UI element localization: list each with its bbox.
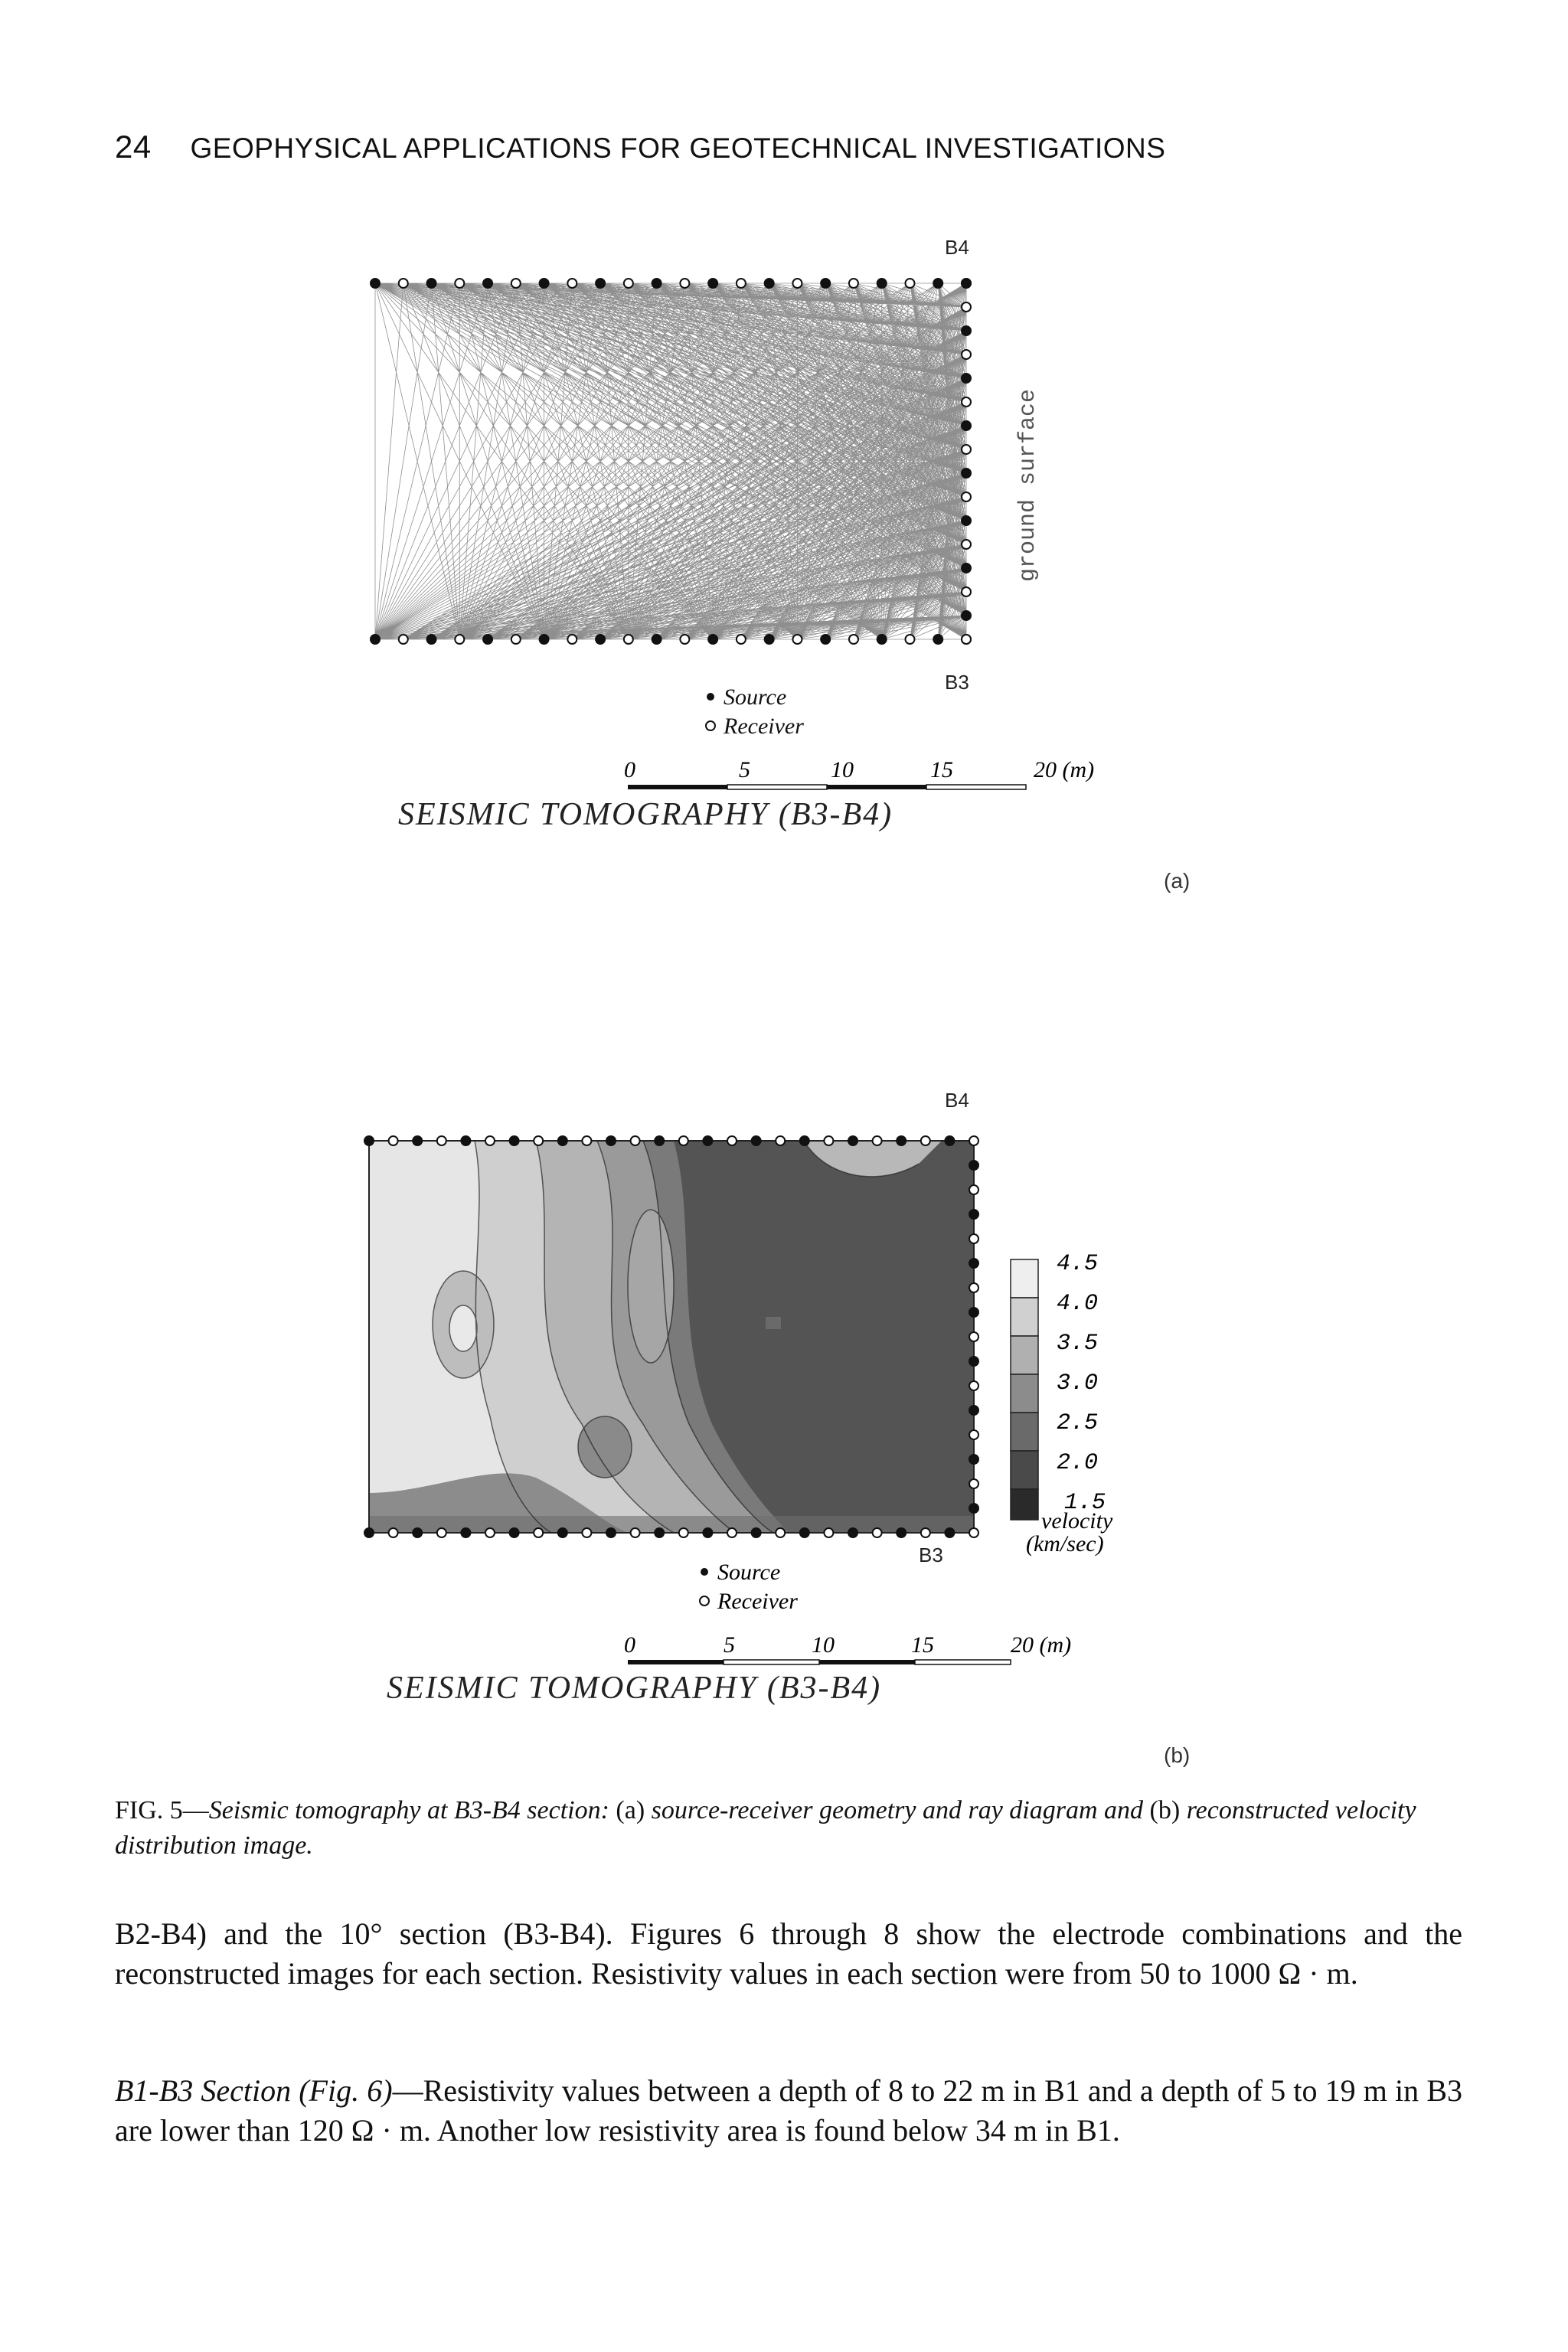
receiver-marker xyxy=(921,1528,930,1537)
source-marker xyxy=(933,279,942,288)
receiver-marker xyxy=(969,1528,978,1537)
scale-bar xyxy=(624,757,1094,789)
source-marker xyxy=(969,1455,978,1464)
receiver-marker xyxy=(792,279,802,288)
panel-label-b: (b) xyxy=(1164,1743,1191,1767)
receiver-marker xyxy=(511,635,521,644)
caption-b-marker: (b) xyxy=(1149,1796,1181,1824)
receiver-marker xyxy=(969,1185,978,1194)
source-marker xyxy=(427,635,436,644)
scale-segment xyxy=(926,785,1026,789)
source-marker xyxy=(969,1504,978,1513)
scale-tick-0: 0 xyxy=(624,1632,635,1658)
ray-paths xyxy=(375,283,966,639)
source-marker xyxy=(655,1528,664,1537)
source-marker xyxy=(483,635,492,644)
source-marker xyxy=(962,374,971,383)
source-marker xyxy=(969,1259,978,1268)
body-paragraph-2 xyxy=(115,2071,1462,2151)
receiver-marker xyxy=(624,635,633,644)
scale-bar xyxy=(624,1632,1071,1664)
receiver-marker xyxy=(389,1528,398,1537)
receiver-marker xyxy=(962,587,971,596)
receiver-marker xyxy=(962,302,971,312)
receiver-marker xyxy=(921,1136,930,1145)
receiver-marker xyxy=(567,279,577,288)
source-marker xyxy=(371,635,380,644)
receiver-marker xyxy=(849,279,858,288)
source-marker xyxy=(596,635,605,644)
source-marker xyxy=(752,1136,761,1145)
receiver-marker xyxy=(399,279,408,288)
section-heading: B1-B3 Section (Fig. 6) xyxy=(115,2073,393,2108)
source-marker xyxy=(364,1136,374,1145)
receiver-marker xyxy=(582,1136,591,1145)
scale-segment xyxy=(628,1660,724,1664)
colorbar-swatch xyxy=(1011,1489,1038,1520)
source-marker xyxy=(945,1528,954,1537)
source-marker xyxy=(703,1528,712,1537)
receiver-marker xyxy=(962,635,971,644)
scale-segment xyxy=(628,785,727,789)
legend-receiver: Receiver xyxy=(717,1589,798,1614)
receiver-marker xyxy=(582,1528,591,1537)
scale-tick-15: 15 xyxy=(930,757,953,782)
receiver-marker xyxy=(680,279,689,288)
colorbar-label-2-5: 2.5 xyxy=(1057,1410,1099,1436)
scale-tick-5: 5 xyxy=(739,757,750,782)
scale-tick-10: 10 xyxy=(831,757,854,782)
colorbar-swatch xyxy=(1011,1374,1038,1413)
scale-tick-20: 20 (m) xyxy=(1034,757,1095,782)
colorbar-label-4-5: 4.5 xyxy=(1057,1251,1099,1277)
receiver-marker xyxy=(485,1136,495,1145)
figure-caption xyxy=(115,1793,1462,1864)
scale-tick-0: 0 xyxy=(624,757,635,782)
source-marker xyxy=(800,1136,809,1145)
receiver-marker xyxy=(969,1136,978,1145)
source-marker xyxy=(708,635,717,644)
source-marker xyxy=(897,1136,906,1145)
receiver-marker xyxy=(905,635,914,644)
source-marker xyxy=(606,1136,616,1145)
source-marker xyxy=(708,279,717,288)
ray-diagram xyxy=(375,283,966,639)
source-marker xyxy=(969,1357,978,1366)
scale-segment xyxy=(827,785,926,789)
legend-receiver-dot xyxy=(706,721,715,730)
receiver-marker xyxy=(567,635,577,644)
source-marker xyxy=(897,1528,906,1537)
receiver-marker xyxy=(962,350,971,359)
scale-tick-5: 5 xyxy=(724,1632,735,1658)
source-marker xyxy=(558,1528,567,1537)
section-text: Resistivity values between a depth of 8 to 22 m in B1 and a depth of 5 to 19 m in B3 are lower than 120 Ω · m. Another low resistivity area is found below 34 m in B1. xyxy=(115,2073,1462,2148)
caption-fig-label: FIG. 5 xyxy=(115,1796,183,1824)
source-marker xyxy=(962,279,971,288)
receiver-marker xyxy=(776,1528,785,1537)
receiver-marker xyxy=(969,1234,978,1243)
bottom-borehole-label: B3 xyxy=(919,1544,943,1566)
colorbar-label-4-0: 4.0 xyxy=(1057,1291,1099,1317)
source-marker xyxy=(945,1136,954,1145)
source-marker xyxy=(752,1528,761,1537)
source-marker xyxy=(969,1210,978,1219)
colorbar-label-2-0: 2.0 xyxy=(1057,1450,1099,1476)
running-title: GEOPHYSICAL APPLICATIONS FOR GEOTECHNICAL INVESTIGATIONS xyxy=(190,132,1166,164)
source-marker xyxy=(558,1136,567,1145)
receiver-marker xyxy=(824,1136,833,1145)
colorbar-swatch xyxy=(1011,1451,1038,1489)
source-marker xyxy=(848,1136,858,1145)
legend-source: Source xyxy=(724,684,787,710)
scale-segment xyxy=(819,1660,915,1664)
figure-a xyxy=(0,214,1568,934)
receiver-marker xyxy=(962,445,971,454)
colorbar-swatch xyxy=(1011,1298,1038,1336)
receiver-marker xyxy=(399,635,408,644)
source-marker xyxy=(969,1161,978,1170)
colorbar-label-1-5: 1.5 xyxy=(1064,1490,1106,1516)
source-marker xyxy=(933,635,942,644)
source-marker xyxy=(461,1136,470,1145)
source-marker xyxy=(962,516,971,525)
receiver-marker xyxy=(969,1332,978,1341)
receiver-marker xyxy=(873,1136,882,1145)
source-marker xyxy=(703,1136,712,1145)
receiver-marker xyxy=(962,492,971,501)
caption-part-3: reconstructed velocity distribution image. xyxy=(115,1796,1416,1860)
scale-tick-10: 10 xyxy=(812,1632,835,1658)
source-marker xyxy=(848,1528,858,1537)
receiver-marker xyxy=(727,1136,737,1145)
receiver-marker xyxy=(455,635,464,644)
receiver-marker xyxy=(969,1479,978,1488)
top-borehole-label: B4 xyxy=(945,1089,969,1112)
receiver-marker xyxy=(437,1136,446,1145)
receiver-marker xyxy=(962,397,971,407)
colorbar xyxy=(1011,1251,1113,1557)
panel-label-a: (a) xyxy=(1164,869,1191,893)
source-marker xyxy=(510,1136,519,1145)
receiver-marker xyxy=(905,279,914,288)
figure-b xyxy=(0,1064,1568,1776)
scale-segment xyxy=(915,1660,1011,1664)
caption-dash: — xyxy=(182,1796,209,1824)
legend-source-dot xyxy=(707,693,714,701)
receiver-marker xyxy=(727,1528,737,1537)
colorbar-label-3-0: 3.0 xyxy=(1057,1370,1099,1396)
receiver-marker xyxy=(969,1381,978,1390)
section-dash: — xyxy=(392,2073,423,2108)
receiver-marker xyxy=(969,1430,978,1439)
source-marker xyxy=(413,1136,422,1145)
source-marker xyxy=(765,279,774,288)
source-marker xyxy=(606,1528,616,1537)
source-marker xyxy=(962,421,971,430)
receiver-marker xyxy=(737,279,746,288)
caption-part-2: source-receiver geometry and ray diagram and xyxy=(645,1796,1150,1824)
receiver-marker xyxy=(389,1136,398,1145)
bottom-borehole-label: B3 xyxy=(945,671,969,694)
figure-a-title: SEISMIC TOMOGRAPHY (B3-B4) xyxy=(398,797,893,832)
source-marker xyxy=(596,279,605,288)
receiver-marker xyxy=(776,1136,785,1145)
scale-segment xyxy=(724,1660,819,1664)
source-marker xyxy=(821,279,830,288)
source-marker xyxy=(427,279,436,288)
source-marker xyxy=(877,635,887,644)
receiver-marker xyxy=(680,635,689,644)
source-marker xyxy=(821,635,830,644)
source-marker xyxy=(655,1136,664,1145)
source-marker xyxy=(540,635,549,644)
source-marker xyxy=(969,1308,978,1317)
source-marker xyxy=(800,1528,809,1537)
source-marker xyxy=(483,279,492,288)
receiver-marker xyxy=(624,279,633,288)
legend-receiver: Receiver xyxy=(724,714,804,739)
receiver-marker xyxy=(792,635,802,644)
colorbar-swatch xyxy=(1011,1259,1038,1298)
caption-part-1: Seismic tomography at B3-B4 section: xyxy=(208,1796,616,1824)
source-marker xyxy=(962,469,971,478)
receiver-marker xyxy=(849,635,858,644)
colorbar-swatch xyxy=(1011,1413,1038,1451)
source-marker xyxy=(765,635,774,644)
legend-source-dot xyxy=(701,1568,708,1576)
receiver-marker xyxy=(631,1136,640,1145)
caption-a-marker: (a) xyxy=(616,1796,645,1824)
source-marker xyxy=(364,1528,374,1537)
receiver-marker xyxy=(873,1528,882,1537)
receiver-marker xyxy=(969,1283,978,1292)
source-marker xyxy=(652,279,662,288)
ground-surface-label: ground surface xyxy=(1015,388,1041,582)
receiver-marker xyxy=(962,540,971,549)
source-marker xyxy=(413,1528,422,1537)
scale-tick-20: 20 (m) xyxy=(1011,1632,1072,1658)
scale-segment xyxy=(727,785,827,789)
page-number: 24 xyxy=(115,129,152,165)
source-marker xyxy=(962,611,971,620)
figure-b-title: SEISMIC TOMOGRAPHY (B3-B4) xyxy=(387,1671,882,1706)
receiver-marker xyxy=(534,1136,543,1145)
receiver-marker xyxy=(455,279,464,288)
receiver-marker xyxy=(437,1528,446,1537)
source-marker xyxy=(962,326,971,335)
legend-source: Source xyxy=(717,1560,781,1585)
colorbar-swatch xyxy=(1011,1336,1038,1374)
source-marker xyxy=(652,635,662,644)
receiver-marker xyxy=(679,1528,688,1537)
legend-receiver-dot xyxy=(700,1596,709,1606)
colorbar-title-1: velocity xyxy=(1041,1508,1113,1534)
scale-tick-15: 15 xyxy=(911,1632,934,1658)
velocity-map xyxy=(369,1141,974,1533)
source-marker xyxy=(510,1528,519,1537)
page-header xyxy=(115,129,1165,165)
top-borehole-label: B4 xyxy=(945,236,969,259)
receiver-marker xyxy=(824,1528,833,1537)
receiver-marker xyxy=(534,1528,543,1537)
source-marker xyxy=(877,279,887,288)
receiver-marker xyxy=(511,279,521,288)
colorbar-label-3-5: 3.5 xyxy=(1057,1331,1099,1357)
receiver-marker xyxy=(485,1528,495,1537)
receiver-marker xyxy=(737,635,746,644)
source-marker xyxy=(962,564,971,573)
source-marker xyxy=(371,279,380,288)
source-marker xyxy=(969,1406,978,1415)
receiver-marker xyxy=(631,1528,640,1537)
receiver-marker xyxy=(679,1136,688,1145)
source-marker xyxy=(461,1528,470,1537)
colorbar-title-2: (km/sec) xyxy=(1026,1531,1104,1557)
source-marker xyxy=(540,279,549,288)
body-paragraph-1: B2-B4) and the 10° section (B3-B4). Figures 6 through 8 show the electrode combinations and the reconstructed images for each section. Resistivity values in each section were from 50 to 1000 Ω · m. xyxy=(115,1916,1462,1991)
